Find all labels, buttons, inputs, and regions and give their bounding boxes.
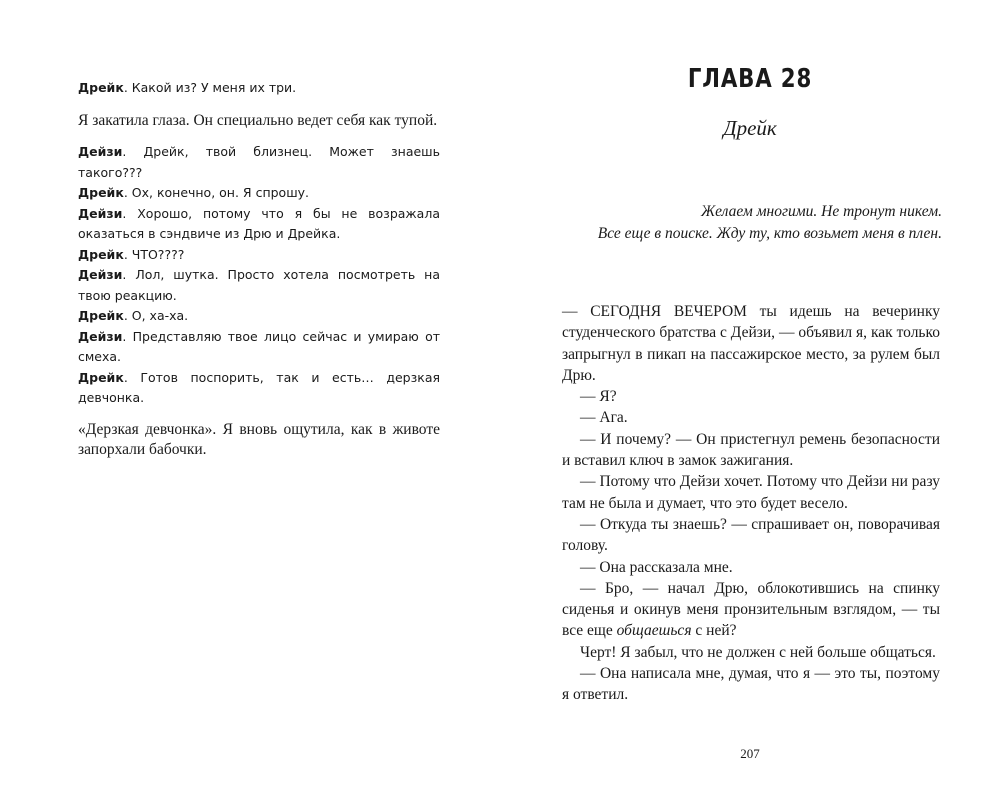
chat-text: . Какой из? У меня их три. <box>123 80 297 95</box>
chat-message <box>78 245 440 266</box>
chat-sender: Дрейк <box>78 185 124 200</box>
paragraph: — Она написала мне, думая, что я — это ты, поэтому я ответил. <box>562 665 940 704</box>
chat-text: . Хорошо, потому что я бы не возражала оказаться в сэндвиче из Дрю и Дрейка. <box>78 205 440 241</box>
epigraph <box>562 201 942 245</box>
chat-text: . Лол, шутка. Просто хотела посмотреть на твою реакцию. <box>78 267 440 303</box>
chat-message <box>78 204 440 245</box>
chat-sender: Дрейк <box>78 369 124 385</box>
chat-sender: Дейзи <box>78 144 123 159</box>
paragraph: Я закатила глаза. Он специально ведет себя как тупой. <box>78 111 438 129</box>
right-page <box>500 0 1000 800</box>
paragraph: — И почему? — Он пристегнул ремень безопасности и вставил ключ в замок зажигания. <box>562 430 940 470</box>
paragraph: — Я? <box>580 388 617 406</box>
chat-text: . Представляю твое лицо сейчас и умираю от смеха. <box>78 328 440 364</box>
chat-sender: Дрейк <box>78 246 124 262</box>
paragraph: — Ага. <box>580 409 628 427</box>
chat-message <box>78 183 440 204</box>
chat-text: . Дрейк, твой близнец. Может знаешь такого??? <box>78 144 440 180</box>
chapter-body <box>562 301 940 706</box>
chat-sender: Дейзи <box>78 205 123 221</box>
chat-messages <box>78 142 440 409</box>
paragraph <box>562 578 940 642</box>
chat-text: . Ох, конечно, он. Я спрошу. <box>123 185 310 200</box>
emphasis-text: общаешься <box>616 622 692 640</box>
paragraph: Черт! Я забыл, что не должен с ней больше общаться. <box>580 643 936 661</box>
chat-sender: Дрейк <box>78 308 124 323</box>
paragraph: «Дерзкая девчонка». Я вновь ощутила, как в животе запорхали бабочки. <box>78 420 440 458</box>
chat-text: . ЧТО???? <box>123 246 185 262</box>
chat-sender: Дейзи <box>78 267 123 282</box>
paragraph: — Откуда ты знаешь? — спрашивает он, поворачивая голову. <box>562 515 940 555</box>
paragraph: — СЕГОДНЯ ВЕЧЕРОМ ты идешь на вечеринку студенческого братства с Дейзи, — объявил я, как только запрыгнул в пикап на пассажирское место, за рулем был Дрю. <box>562 303 940 384</box>
chapter-subtitle: Дрейк <box>723 116 777 140</box>
epigraph-line: Желаем многими. Не тронут никем. <box>700 203 942 220</box>
chat-text: . О, ха-ха. <box>123 308 189 323</box>
page-number: 207 <box>740 746 760 761</box>
chat-message <box>78 78 440 99</box>
chat-message <box>78 368 440 409</box>
epigraph-line: Все еще в поиске. Жду ту, кто возьмет меня в плен. <box>597 225 942 242</box>
paragraph: — Она рассказала мне. <box>580 558 733 576</box>
chat-sender: Дрейк <box>78 80 124 95</box>
chat-sender: Дейзи <box>78 328 123 344</box>
paragraph-text: — Бро, — начал Дрю, облокотившись на спинку сиденья и окинув меня пронзительным взглядом, — ты все еще <box>562 579 940 640</box>
chat-message <box>78 265 440 306</box>
chat-message <box>78 306 440 327</box>
left-page-text <box>78 78 440 461</box>
chapter-title: ГЛАВА 28 <box>687 64 813 94</box>
chat-message <box>78 327 440 368</box>
paragraph-text: с ней? <box>691 622 737 640</box>
paragraph: — Потому что Дейзи хочет. Потому что Дейзи ни разу там не была и думает, что это будет весело. <box>562 473 940 512</box>
chat-message <box>78 142 440 183</box>
chat-text: . Готов поспорить, так и есть… дерзкая девчонка. <box>78 369 440 405</box>
